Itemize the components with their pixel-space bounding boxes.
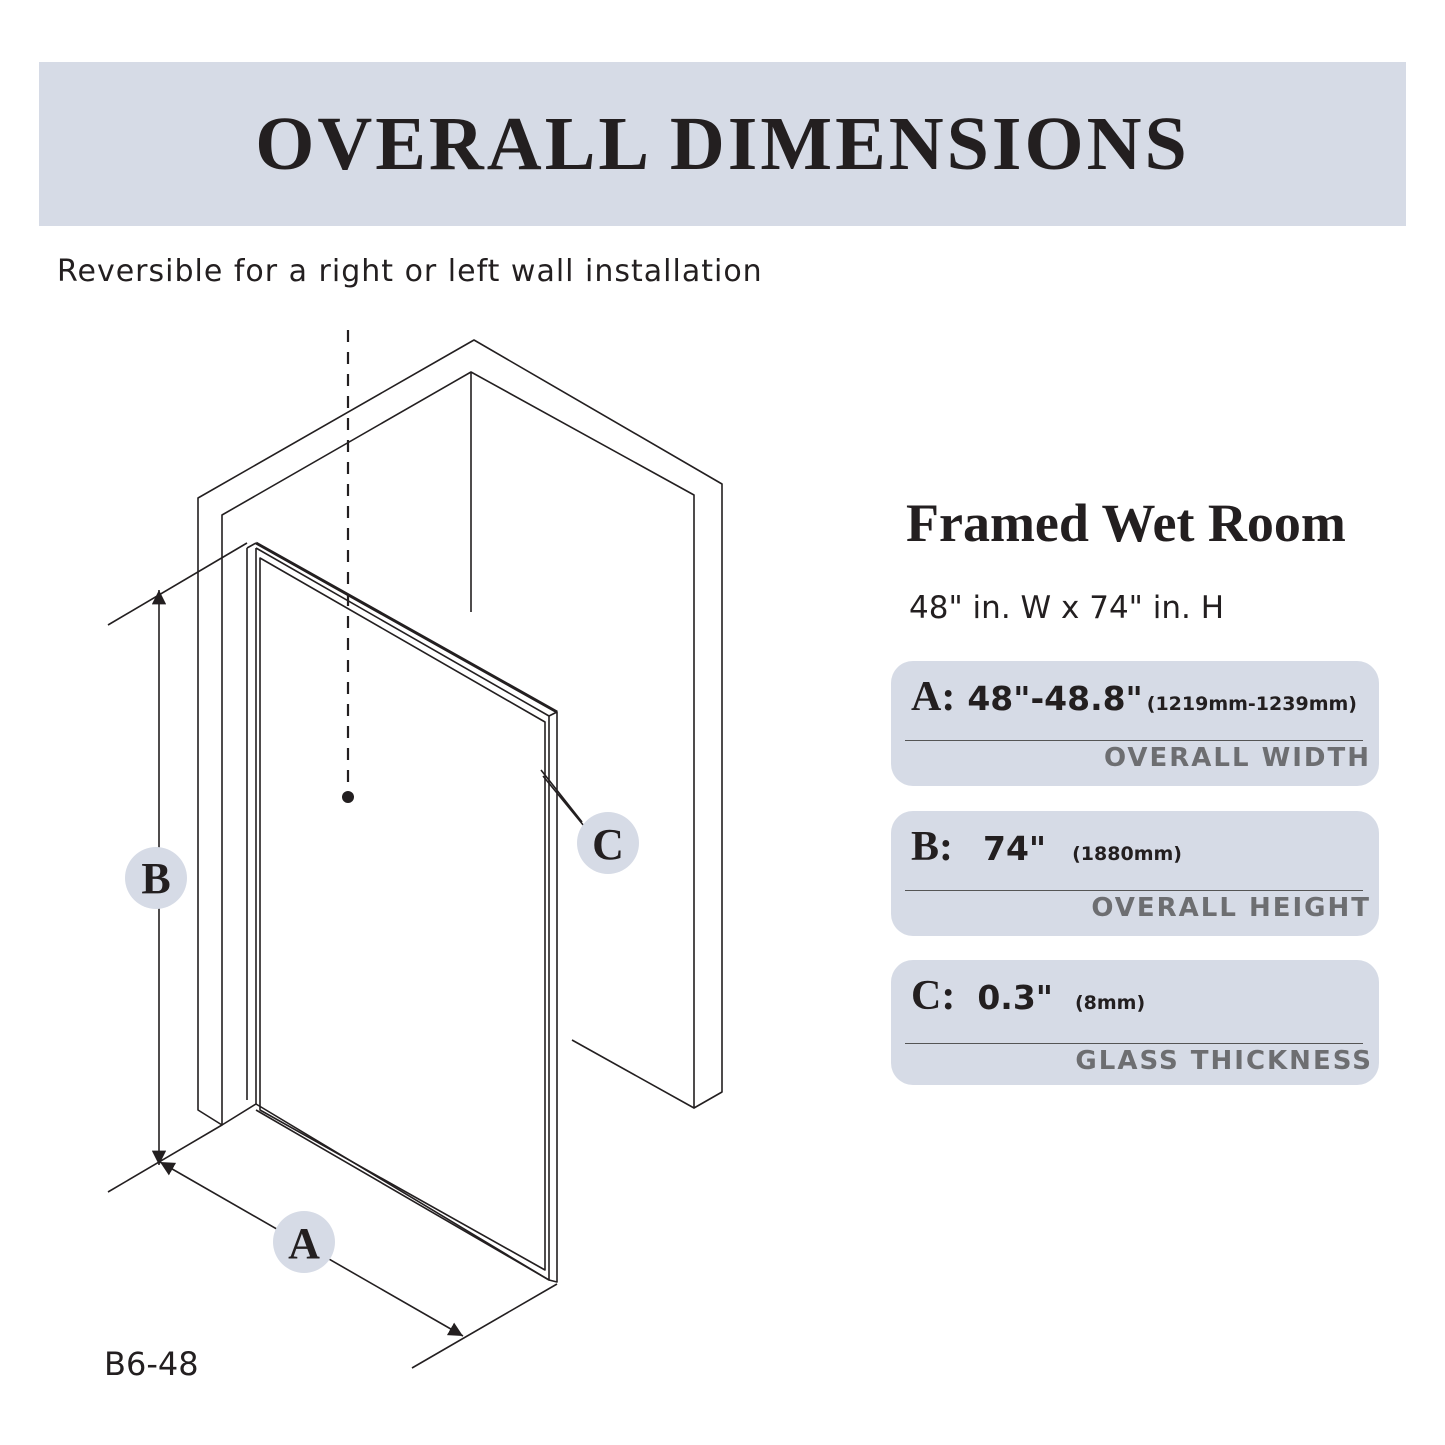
spec-caption: OVERALL WIDTH (1103, 743, 1371, 773)
installation-note: Reversible for a right or left wall installation (57, 254, 763, 289)
product-size: 48" in. W x 74" in. H (909, 590, 1225, 626)
spec-divider (905, 740, 1363, 741)
product-title: Framed Wet Room (906, 493, 1346, 553)
badge-c (577, 812, 639, 874)
spec-caption: OVERALL HEIGHT (1091, 893, 1371, 923)
center-dot (342, 791, 354, 803)
spec-divider (905, 890, 1363, 891)
spec-card-width (891, 661, 1379, 786)
spec-letter: B: (911, 824, 953, 870)
spec-metric: (8mm) (1074, 992, 1146, 1014)
spec-metric: (1880mm) (1072, 843, 1182, 865)
wall-right-edge (572, 1040, 694, 1108)
spec-card-height (891, 811, 1379, 936)
badge-a-label: A (288, 1219, 320, 1268)
glass-panel-inner (260, 558, 545, 1270)
spec-card-thickness (891, 960, 1379, 1085)
b-extension-bottom (108, 1125, 222, 1192)
b-extension-top (108, 543, 247, 625)
spec-divider (905, 1043, 1363, 1044)
badge-b (125, 847, 187, 909)
frame-right-profile (549, 712, 557, 1282)
spec-value: 74" (983, 829, 1047, 868)
spec-value: 0.3" (977, 978, 1053, 1017)
wall-outline (198, 340, 722, 1125)
badge-b-label: B (141, 854, 171, 903)
badge-c-label: C (592, 820, 624, 869)
spec-metric: (1219mm-1239mm) (1146, 693, 1357, 715)
frame-left-profile (247, 543, 256, 1104)
frame-bottom (222, 1104, 549, 1280)
spec-value: 48"-48.8" (967, 679, 1143, 718)
badge-a (273, 1211, 335, 1273)
frame-top-profile (256, 543, 557, 712)
page-title: OVERALL DIMENSIONS (255, 101, 1190, 186)
glass-panel-outline (256, 548, 549, 1280)
c-leader-line (541, 770, 584, 826)
spec-caption: GLASS THICKNESS (1075, 1046, 1373, 1076)
spec-letter: C: (911, 973, 956, 1019)
a-extension-right (412, 1284, 557, 1368)
spec-letter: A: (911, 674, 956, 720)
model-number: B6-48 (104, 1345, 199, 1383)
